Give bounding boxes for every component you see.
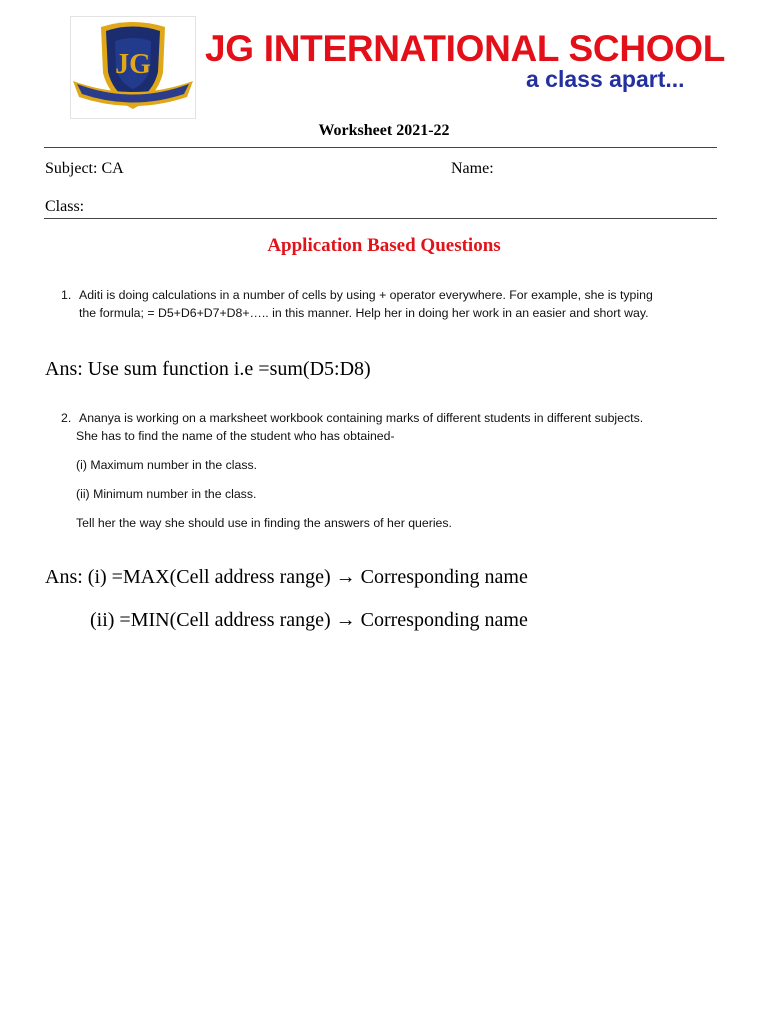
question-number: 1. xyxy=(61,288,72,302)
subject-label: Subject: CA xyxy=(45,160,124,177)
logo-monogram: JG xyxy=(115,49,151,80)
answer-text: Ans: Use sum function i.e =sum(D5:D8) xyxy=(45,358,371,380)
school-logo xyxy=(70,16,196,119)
question-text-line: Aditi is doing calculations in a number of cells by using + operator everywhere. For example, she is typing xyxy=(79,288,653,302)
question-instruction: Tell her the way she should use in finding the answers of her queries. xyxy=(76,516,452,530)
name-label: Name: xyxy=(451,160,494,177)
question-text-line: Ananya is working on a marksheet workbook containing marks of different students in different subjects. xyxy=(79,411,644,425)
school-tagline: a class apart... xyxy=(526,66,685,92)
divider xyxy=(44,147,717,148)
class-label: Class: xyxy=(45,198,85,215)
answer-text: Ans: (i) =MAX(Cell address range) → Corresponding name xyxy=(45,566,528,588)
question-part: (i) Maximum number in the class. xyxy=(76,458,258,472)
question-text-line: She has to find the name of the student who has obtained- xyxy=(76,429,395,443)
worksheet-title: Worksheet 2021-22 xyxy=(318,122,450,139)
divider xyxy=(44,218,717,219)
answer-text: (ii) =MIN(Cell address range) → Corresponding name xyxy=(90,609,528,631)
question-number: 2. xyxy=(61,411,72,425)
question-part: (ii) Minimum number in the class. xyxy=(76,487,257,501)
section-title: Application Based Questions xyxy=(267,235,501,256)
school-name: JG INTERNATIONAL SCHOOL xyxy=(205,28,726,69)
shield-crest-icon xyxy=(71,17,195,118)
question-text-line: the formula; = D5+D6+D7+D8+….. in this manner. Help her in doing her work in an easier and short way. xyxy=(79,306,649,320)
